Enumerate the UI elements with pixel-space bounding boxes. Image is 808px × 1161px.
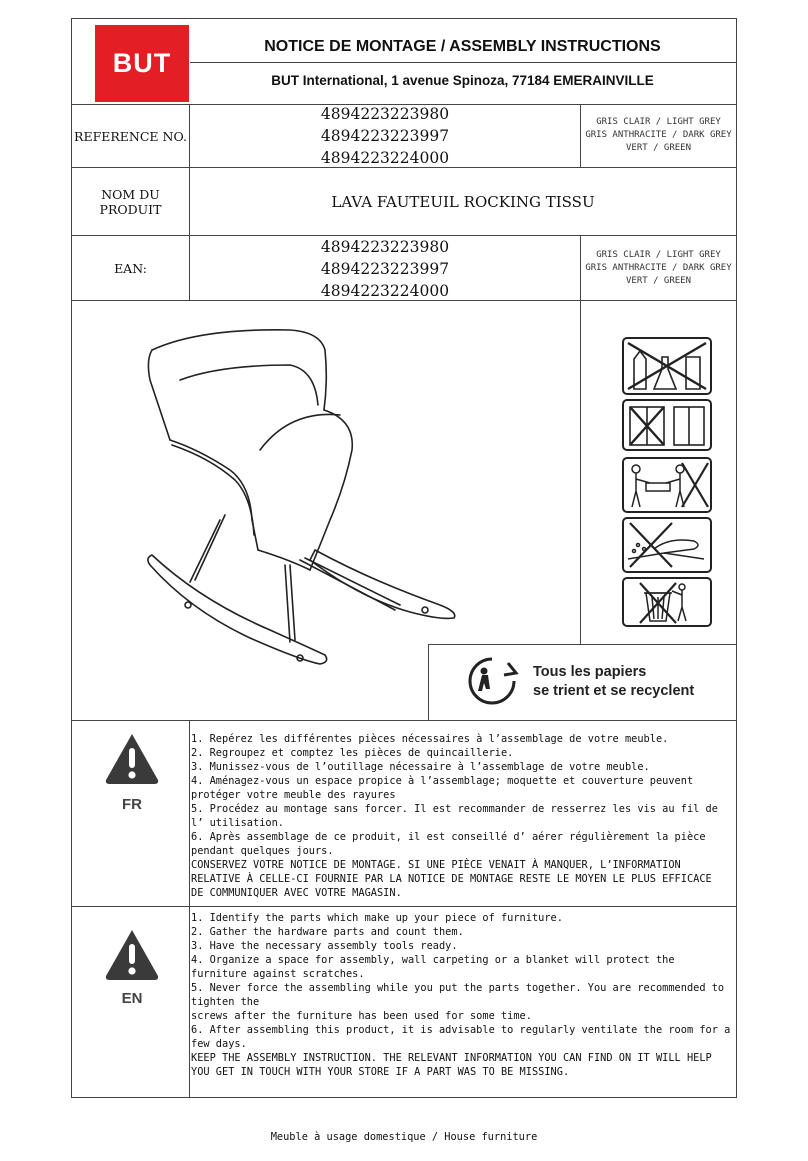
reference-label: REFERENCE NO.: [74, 128, 187, 144]
ean-codes: 4894223223980 4894223223997 4894223224000: [320, 238, 450, 300]
ean-colors: GRIS CLAIR / LIGHT GREY GRIS ANTHRACITE / DARK GREY VERT / GREEN: [585, 250, 732, 286]
rocking-chair-illustration: [140, 320, 470, 670]
no-scratch-surface-icon: [622, 517, 712, 573]
instructions-en: 1. Identify the parts which make up your piece of furniture. 2. Gather the hardware parts and count them. 3. Have the necessary assembly tools ready. 4. Organize a space for assembly, wall carpeting or a blanket will protect the furniture against scratches. 5. Never force the assembling while you put the parts together. You are recommended to tighten the screws after the furniture has been used for some time. 6. After assembling this product, it is advisable to regularly ventilate the room for a few days. KEEP THE ASSEMBLY INSTRUCTION. THE RELEVANT INFORMATION YOU CAN FIND ON IT WILL HELP YOU GET IN TOUCH WITH YOUR STORE IF A PART WAS TO BE MISSING.: [191, 912, 731, 1078]
no-chemicals-icon: [622, 337, 712, 395]
but-logo: BUT: [95, 25, 189, 102]
language-label-fr: FR: [122, 796, 142, 813]
triman-recycle-icon: [462, 655, 522, 707]
product-name: LAVA FAUTEUIL ROCKING TISSU: [331, 192, 595, 211]
product-label: NOM DU PRODUIT: [99, 186, 162, 217]
recycle-message: Tous les papiers se trient et se recyclent: [533, 664, 695, 699]
company-address: BUT International, 1 avenue Spinoza, 77184 EMERAINVILLE: [271, 73, 654, 88]
no-bin-disposal-icon: [622, 577, 712, 627]
page-footer: Meuble à usage domestique / House furniture: [270, 1131, 538, 1143]
document-title: NOTICE DE MONTAGE / ASSEMBLY INSTRUCTIONS: [264, 38, 661, 55]
warning-triangle-icon-en: [104, 926, 160, 982]
warning-triangle-icon-fr: [104, 730, 160, 786]
reference-codes: 4894223223980 4894223223997 4894223224000: [320, 105, 450, 167]
language-label-en: EN: [121, 990, 143, 1007]
reference-colors: GRIS CLAIR / LIGHT GREY GRIS ANTHRACITE / DARK GREY VERT / GREEN: [585, 117, 732, 153]
no-wardrobe-icon: [622, 399, 712, 451]
two-person-assembly-icon: [622, 457, 712, 513]
instructions-fr: 1. Repérez les différentes pièces nécessaires à l’assemblage de votre meuble. 2. Regroupez et comptez les pièces de quincaillerie. 3. Munissez-vous de l’outillage nécessaire à l’assemblage de votre meuble. 4. Aménagez-vous un espace propice à l’assemblage; moquette et couverture peuvent protéger votre meuble des rayures 5. Procédez au montage sans forcer. Il est recommander de resserrez les vis au fil de l’ utilisation. 6. Après assemblage de ce produit, il est conseillé d’ aérer régulièrement la pièce pendant quelques jours. CONSERVEZ VOTRE NOTICE DE MONTAGE. SI UNE PIÈCE VENAIT À MANQUER, L’INFORMATION RELATIVE À CELLE-CI FOURNIE PAR LA NOTICE DE MONTAGE RESTE LE MOYEN LE PLUS EFFICACE DE COMMUNIQUER AVEC VOTRE MAGASIN.: [191, 733, 718, 899]
ean-label: EAN:: [114, 260, 147, 276]
